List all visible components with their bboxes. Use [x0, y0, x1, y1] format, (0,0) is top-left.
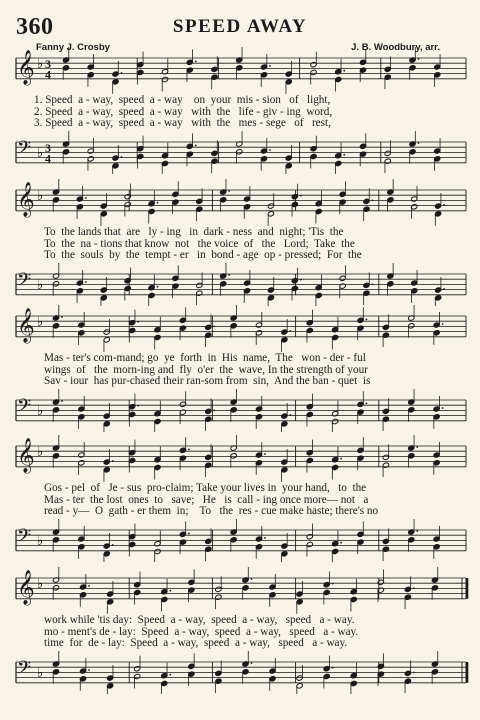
note-dot: [121, 72, 123, 74]
note-dot: [195, 144, 197, 146]
lyric-line-verse-2: wings of the morn-ing and fly o'er the wave, In the strength of your: [44, 363, 368, 376]
bass-clef-icon: 𝄢: [17, 270, 32, 295]
lyric-line-verse-3: 3. Speed a - way, speed a - way with the mes - sege of rest,: [34, 117, 331, 129]
lyric-line-verse-2: Mas - ter the lost ones to save; He is call - ing once more— not a: [44, 493, 369, 506]
lyric-line-verse-1: Gos - pel of Je - sus pro-claim; Take your lives in your hand, to the: [44, 482, 367, 494]
note-dot: [340, 542, 342, 544]
note-dot: [213, 409, 215, 411]
flat-key-signature-icon: ♭: [37, 315, 44, 330]
lyric-line-verse-1: 1. Speed a - way, speed a - way on your mis - sion of light,: [34, 94, 331, 106]
note-dot: [88, 669, 90, 671]
note-dot: [195, 60, 197, 62]
note-dot: [300, 195, 302, 197]
note-dot: [264, 453, 266, 455]
lyric-line-verse-1: Mas - ter's com-mand; go ye forth in His name, The won - der - ful: [44, 352, 366, 364]
note-dot: [137, 321, 139, 323]
lyric-line-verse-3: time for de - lay: Speed a - way, speed a - way, speed a - way.: [44, 637, 348, 649]
lyric-line-verse-3: Sav - iour has pur-chased their ran-som from sin, And the ban - quet is: [44, 375, 371, 387]
note-dot: [332, 667, 334, 669]
treble-clef-icon: 𝄞: [17, 570, 35, 605]
flat-key-signature-icon: ♭: [37, 404, 44, 419]
note-dot: [269, 65, 271, 67]
flat-key-signature-icon: ♭: [37, 534, 44, 549]
flat-key-signature-icon: ♭: [37, 577, 44, 592]
treble-clef-icon: 𝄞: [17, 308, 35, 343]
lyric-line-verse-2: mo - ment's de - lay: Speed a - way, speed a - way, speed a - way.: [44, 625, 359, 638]
note-dot: [332, 583, 334, 585]
lyric-line-verse-3: read - y— O gath - er them in; To the res - cue make haste; there's no: [44, 505, 379, 517]
time-signature-bottom: 4: [45, 151, 51, 166]
note-dot: [157, 202, 159, 204]
note-dot: [85, 281, 87, 283]
time-signature-bottom: 4: [45, 67, 51, 82]
note-dot: [269, 149, 271, 151]
lyric-line-verse-2: 2. Speed a - way, speed a - way with the life - giv - ing word,: [34, 105, 333, 118]
note-dot: [442, 407, 444, 409]
bass-clef-icon: 𝄢: [17, 658, 32, 683]
note-dot: [300, 279, 302, 281]
composer-credit: J. B. Woodbury, arr.: [351, 42, 440, 53]
treble-clef-icon: 𝄞: [17, 438, 35, 473]
note-dot: [372, 283, 374, 285]
note-dot: [157, 286, 159, 288]
note-dot: [61, 400, 63, 402]
note-dot: [137, 405, 139, 407]
note-dot: [188, 532, 190, 534]
hymn-title: SPEED AWAY: [172, 16, 308, 37]
note-dot: [289, 330, 291, 332]
time-signature-top: 3: [45, 57, 51, 71]
note-dot: [112, 460, 114, 462]
note-dot: [443, 204, 445, 206]
treble-clef-icon: 𝄞: [17, 182, 35, 217]
note-dot: [264, 537, 266, 539]
note-dot: [112, 544, 114, 546]
note-dot: [372, 199, 374, 201]
note-dot: [418, 58, 420, 60]
hymn-number: 360: [16, 14, 54, 40]
time-signature-top: 3: [45, 141, 51, 155]
flat-key-signature-icon: ♭: [37, 57, 44, 72]
flat-key-signature-icon: ♭: [37, 146, 44, 161]
note-dot: [61, 316, 63, 318]
note-dot: [340, 458, 342, 460]
note-dot: [343, 154, 345, 156]
flat-key-signature-icon: ♭: [37, 666, 44, 681]
note-dot: [416, 530, 418, 532]
treble-clef-icon: 𝄞: [17, 50, 35, 85]
author-credit: Fanny J. Crosby: [36, 42, 110, 53]
lyric-line-verse-2: To the na - tions that know not the voice of the Lord; Take the: [44, 237, 355, 250]
bass-clef-icon: 𝄢: [17, 138, 32, 163]
note-dot: [121, 156, 123, 158]
note-dot: [343, 70, 345, 72]
note-dot: [443, 288, 445, 290]
note-dot: [413, 671, 415, 673]
lyric-line-verse-3: To the souls by the tempt - er in bond - age op - pressed; For the: [44, 249, 362, 261]
note-dot: [413, 587, 415, 589]
note-dot: [228, 274, 230, 276]
note-dot: [213, 325, 215, 327]
note-dot: [251, 578, 253, 580]
bass-clef-icon: 𝄢: [17, 526, 32, 551]
note-dot: [442, 323, 444, 325]
note-dot: [85, 197, 87, 199]
note-dot: [169, 590, 171, 592]
lyric-line-verse-1: To the lands that are ly - ing in dark - ness and night; 'Tis the: [44, 226, 344, 238]
note-dot: [88, 585, 90, 587]
note-dot: [366, 318, 368, 320]
bass-clef-icon: 𝄢: [17, 396, 32, 421]
note-dot: [251, 662, 253, 664]
flat-key-signature-icon: ♭: [37, 189, 44, 204]
note-dot: [366, 402, 368, 404]
lyric-line-verse-1: work while 'tis day: Speed a - way, speed a - way, speed a - way.: [44, 614, 355, 626]
note-dot: [188, 448, 190, 450]
note-dot: [228, 190, 230, 192]
note-dot: [289, 414, 291, 416]
flat-key-signature-icon: ♭: [37, 445, 44, 460]
note-dot: [169, 674, 171, 676]
note-dot: [416, 446, 418, 448]
note-dot: [418, 142, 420, 144]
flat-key-signature-icon: ♭: [37, 278, 44, 293]
